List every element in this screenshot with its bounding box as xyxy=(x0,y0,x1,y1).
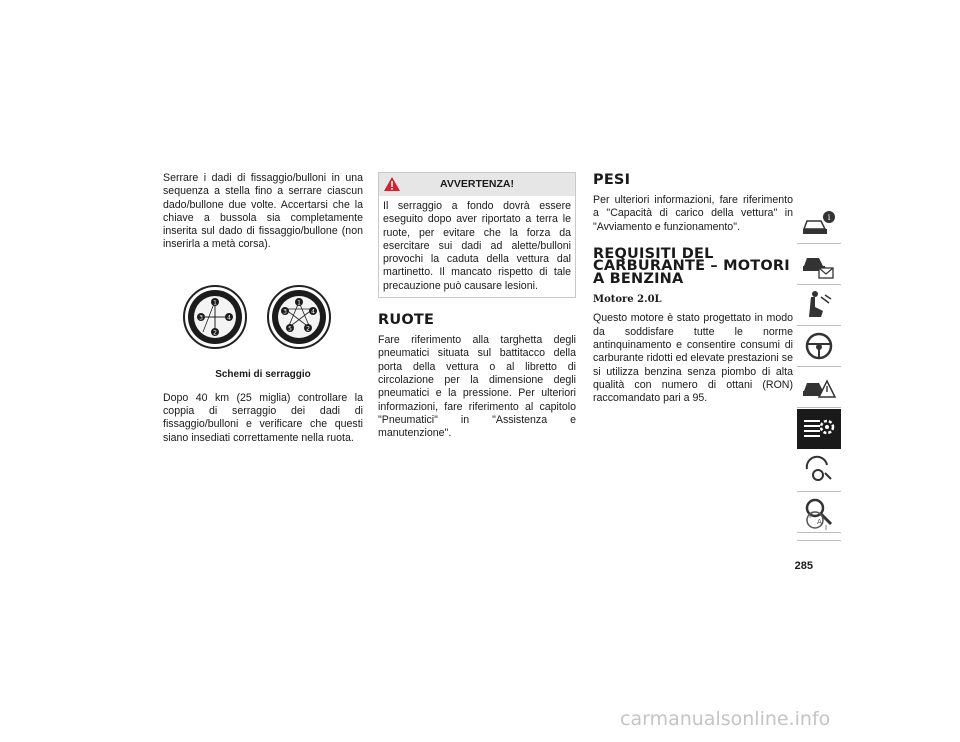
pesi-heading: PESI xyxy=(593,172,631,188)
tab-airbag-seat[interactable] xyxy=(797,285,841,326)
wheel-5-bolt-diagram xyxy=(268,286,330,348)
tightening-patterns-figure xyxy=(163,264,363,369)
svg-text:5: 5 xyxy=(288,325,292,333)
column-right xyxy=(593,172,793,405)
pesi-text: Per ulteriori informazioni, fare riferimento a "Capacità di carico della vettura" in "Avviamento e funzionamento". xyxy=(593,194,793,233)
warning-text: Il serraggio a fondo dovrà essere eseguito dopo aver riportato a terra le ruote, per evitare che la forza da esercitare sui dadi ad alette/bulloni provochi la caduta della vettura dal martinetto. Il mancato rispetto di tale precauzione può causare lesioni. xyxy=(383,200,571,292)
tab-steering-wheel[interactable] xyxy=(797,326,841,367)
tab-technical-data[interactable] xyxy=(797,409,841,449)
svg-text:1: 1 xyxy=(213,299,217,307)
requisiti-text: Questo motore è stato progettato in modo da soddisfare tutte le norme antinquinamento e consentire consumi di carburante ridotti ed elevate prestazioni se si utilizza benzina senza piombo di alta qualità con numero di ottani (RON) raccomandato pari a 95. xyxy=(593,312,793,405)
engine-subheading: Motore 2.0L xyxy=(593,294,662,306)
column-left xyxy=(163,172,363,445)
index-languages-icon xyxy=(801,504,837,536)
page-number: 285 xyxy=(794,560,813,572)
technical-data-icon xyxy=(801,413,837,445)
wheel-4-bolt-diagram xyxy=(184,286,246,348)
warning-triangle-icon xyxy=(383,176,401,192)
svg-text:I: I xyxy=(825,524,828,532)
column-middle xyxy=(378,172,576,440)
tab-car-warning[interactable] xyxy=(797,367,841,408)
svg-text:4: 4 xyxy=(311,308,315,316)
watermark: carmanualsonline.info xyxy=(620,708,831,730)
svg-text:3: 3 xyxy=(283,308,287,316)
car-mail-icon xyxy=(801,248,837,280)
car-warning-icon xyxy=(801,371,837,403)
airbag-seat-icon xyxy=(801,289,837,321)
warning-header xyxy=(379,173,575,196)
warning-body xyxy=(379,196,575,297)
torque-check-paragraph: Dopo 40 km (25 miglia) controllare la coppia di serraggio dei dadi di fissaggio/bulloni e verificare che questi siano insediati correttamente nella ruota. xyxy=(163,391,363,444)
svg-text:2: 2 xyxy=(306,325,310,333)
svg-text:3: 3 xyxy=(199,314,203,322)
tightening-instructions: Serrare i dadi di fissaggio/bulloni in una sequenza a stella fino a serrare ciascun dado/bullone due volte. Accertarsi che la chiave a bussola sia completamente inserita sul dado di fissaggio/bullone (non inserirla a metà corsa). xyxy=(163,172,363,251)
figure-caption: Schemi di serraggio xyxy=(215,368,311,380)
warning-title: AVVERTENZA! xyxy=(440,178,514,190)
svg-text:4: 4 xyxy=(227,314,231,322)
tab-car-mail[interactable] xyxy=(797,244,841,285)
svg-text:A: A xyxy=(817,518,822,526)
ruote-heading: RUOTE xyxy=(378,312,435,329)
svg-text:1: 1 xyxy=(297,299,301,307)
car-info-icon xyxy=(801,207,837,239)
ruote-text: Fare riferimento alla targhetta degli pneumatici situata sul battitacco della porta della vettura o al libretto di circolazione per la dimensione degli pneumatici e la pressione. Per ulteriori informazioni, fare riferimento al capitolo "Pneumatici" in "Assistenza e manutenzione". xyxy=(378,334,576,440)
wheel-diagrams xyxy=(163,264,363,369)
steering-wheel-icon xyxy=(801,330,837,362)
warning-box xyxy=(378,172,576,298)
multimedia-icon xyxy=(801,455,837,487)
svg-text:i: i xyxy=(827,213,831,222)
requisiti-heading: REQUISITI DEL CARBURANTE – MOTORI A BENZINA xyxy=(593,245,790,287)
tab-multimedia[interactable] xyxy=(797,451,841,492)
svg-text:2: 2 xyxy=(213,329,217,337)
tab-index-languages[interactable] xyxy=(797,500,841,541)
svg-text:F: F xyxy=(809,512,814,520)
tab-car-info[interactable] xyxy=(797,203,841,244)
